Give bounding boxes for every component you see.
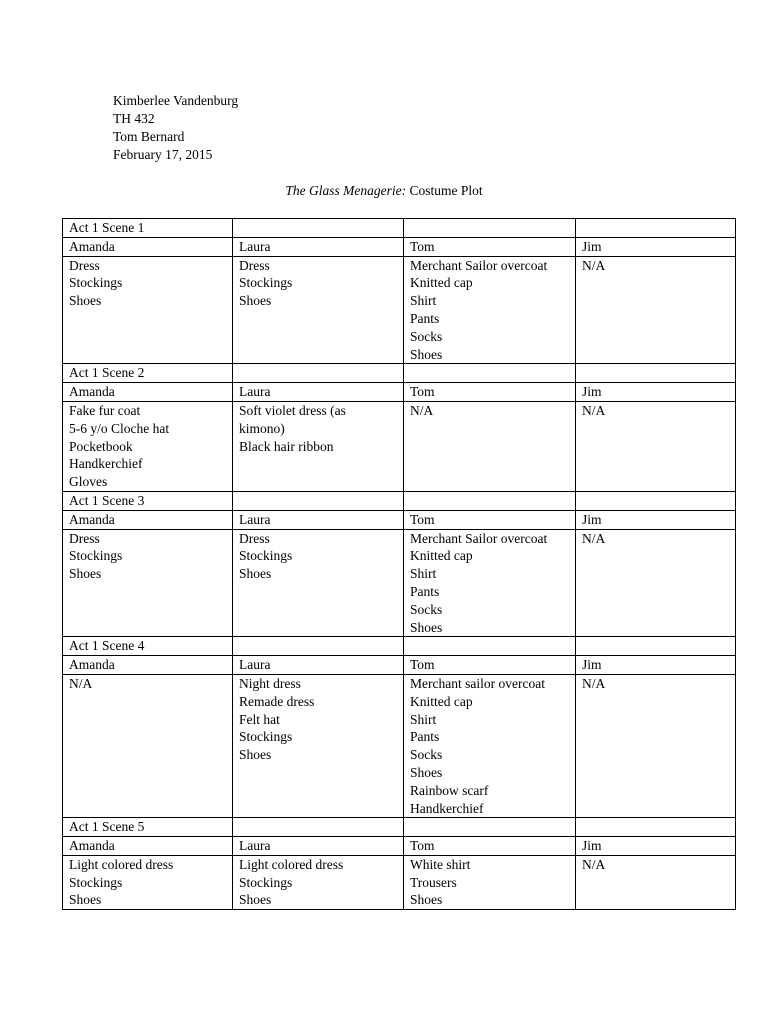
scene-name: Act 1 Scene 2 bbox=[63, 364, 233, 383]
character-name: Laura bbox=[233, 656, 404, 675]
scene-name: Act 1 Scene 3 bbox=[63, 491, 233, 510]
costume-item: Dress bbox=[69, 530, 100, 546]
character-name: Laura bbox=[233, 837, 404, 856]
costume-item: Socks bbox=[410, 601, 443, 617]
costume-item: Shirt bbox=[410, 711, 437, 727]
blank-line bbox=[69, 583, 226, 601]
costume-item: Shoes bbox=[69, 566, 102, 582]
costume-item: Shoes bbox=[410, 892, 443, 908]
empty-cell bbox=[404, 637, 576, 656]
costume-row bbox=[63, 855, 736, 909]
costume-item: Knitted cap bbox=[410, 275, 473, 291]
costume-cell bbox=[233, 401, 404, 491]
costume-item: Shoes bbox=[69, 293, 102, 309]
costume-item: Shoes bbox=[239, 566, 272, 582]
character-name: Tom bbox=[404, 510, 576, 529]
costume-item: Pocketbook bbox=[69, 438, 133, 454]
costume-item: N/A bbox=[582, 675, 606, 691]
costume-cell bbox=[576, 674, 736, 817]
costume-item: Stockings bbox=[69, 874, 123, 890]
costume-cell bbox=[233, 855, 404, 909]
costume-item: Shoes bbox=[410, 619, 443, 635]
costume-item: Shoes bbox=[239, 747, 272, 763]
costume-item: Pants bbox=[410, 583, 440, 599]
costume-plot-table bbox=[62, 218, 736, 910]
costume-item: N/A bbox=[582, 856, 606, 872]
costume-item: Light colored dress bbox=[239, 856, 344, 872]
costume-item: Trousers bbox=[410, 874, 457, 890]
costume-item: Shirt bbox=[410, 293, 437, 309]
costume-item: Socks bbox=[410, 328, 443, 344]
costume-item: Stockings bbox=[69, 548, 123, 564]
costume-item: Rainbow scarf bbox=[410, 782, 489, 798]
costume-row bbox=[63, 674, 736, 817]
character-name: Jim bbox=[576, 383, 736, 402]
costume-cell bbox=[63, 529, 233, 637]
costume-item: Merchant Sailor overcoat bbox=[410, 257, 548, 273]
costume-row bbox=[63, 256, 736, 364]
costume-cell bbox=[404, 529, 576, 637]
character-name: Tom bbox=[404, 656, 576, 675]
scene-name: Act 1 Scene 4 bbox=[63, 637, 233, 656]
costume-item: Felt hat bbox=[239, 711, 280, 727]
character-name: Laura bbox=[233, 383, 404, 402]
costume-item: kimono) bbox=[239, 420, 285, 436]
scene-header-row bbox=[63, 491, 736, 510]
costume-row bbox=[63, 401, 736, 491]
costume-item: Remade dress bbox=[239, 693, 315, 709]
empty-cell bbox=[233, 637, 404, 656]
costume-cell bbox=[576, 855, 736, 909]
empty-cell bbox=[576, 491, 736, 510]
costume-item: Dress bbox=[239, 530, 270, 546]
empty-cell bbox=[576, 364, 736, 383]
author-name: Kimberlee Vandenburg bbox=[113, 93, 239, 108]
character-name: Tom bbox=[404, 383, 576, 402]
character-name: Amanda bbox=[63, 510, 233, 529]
costume-item: N/A bbox=[582, 402, 606, 418]
costume-cell bbox=[63, 674, 233, 817]
costume-item: Shoes bbox=[239, 892, 272, 908]
empty-cell bbox=[233, 818, 404, 837]
costume-item: Shirt bbox=[410, 566, 437, 582]
costume-item: 5-6 y/o Cloche hat bbox=[69, 420, 170, 436]
character-name: Laura bbox=[233, 237, 404, 256]
character-row bbox=[63, 510, 736, 529]
costume-cell bbox=[404, 401, 576, 491]
costume-item: Stockings bbox=[239, 548, 293, 564]
character-name: Jim bbox=[576, 837, 736, 856]
character-name: Laura bbox=[233, 510, 404, 529]
character-name: Tom bbox=[404, 237, 576, 256]
character-name: Amanda bbox=[63, 237, 233, 256]
costume-item: Shoes bbox=[239, 293, 272, 309]
costume-item: Knitted cap bbox=[410, 548, 473, 564]
document-date: February 17, 2015 bbox=[113, 147, 213, 162]
costume-cell bbox=[404, 256, 576, 364]
character-name: Jim bbox=[576, 237, 736, 256]
document-header bbox=[113, 92, 238, 164]
costume-item: Light colored dress bbox=[69, 856, 174, 872]
costume-item: White shirt bbox=[410, 856, 471, 872]
character-row bbox=[63, 383, 736, 402]
costume-item: Black hair ribbon bbox=[239, 438, 334, 454]
costume-item: Shoes bbox=[69, 892, 102, 908]
character-name: Jim bbox=[576, 510, 736, 529]
course-code: TH 432 bbox=[113, 111, 155, 126]
character-row bbox=[63, 237, 736, 256]
costume-cell bbox=[233, 529, 404, 637]
costume-item: Dress bbox=[69, 257, 100, 273]
scene-header-row bbox=[63, 818, 736, 837]
costume-item: Stockings bbox=[239, 874, 293, 890]
costume-item: Shoes bbox=[410, 764, 443, 780]
empty-cell bbox=[576, 219, 736, 238]
costume-item: Pants bbox=[410, 729, 440, 745]
character-name: Amanda bbox=[63, 656, 233, 675]
character-name: Amanda bbox=[63, 837, 233, 856]
costume-item: Stockings bbox=[239, 729, 293, 745]
costume-item: Shoes bbox=[410, 346, 443, 362]
costume-cell bbox=[404, 674, 576, 817]
character-name: Amanda bbox=[63, 383, 233, 402]
costume-cell bbox=[576, 256, 736, 364]
costume-item: Stockings bbox=[69, 275, 123, 291]
document-title bbox=[0, 182, 768, 200]
costume-cell bbox=[576, 529, 736, 637]
empty-cell bbox=[233, 364, 404, 383]
scene-name: Act 1 Scene 5 bbox=[63, 818, 233, 837]
character-name: Jim bbox=[576, 656, 736, 675]
costume-item: Stockings bbox=[239, 275, 293, 291]
title-suffix: Costume Plot bbox=[406, 183, 483, 198]
costume-item: N/A bbox=[582, 530, 606, 546]
costume-cell bbox=[404, 855, 576, 909]
costume-item: Pants bbox=[410, 310, 440, 326]
costume-cell bbox=[233, 256, 404, 364]
empty-cell bbox=[404, 491, 576, 510]
costume-item: Handkerchief bbox=[410, 800, 484, 816]
costume-item: N/A bbox=[582, 257, 606, 273]
empty-cell bbox=[233, 219, 404, 238]
empty-cell bbox=[404, 818, 576, 837]
costume-cell bbox=[63, 855, 233, 909]
play-title: The Glass Menagerie: bbox=[285, 183, 407, 198]
costume-cell bbox=[63, 256, 233, 364]
costume-item: Dress bbox=[239, 257, 270, 273]
costume-row bbox=[63, 529, 736, 637]
costume-item: Soft violet dress (as bbox=[239, 402, 346, 418]
scene-header-row bbox=[63, 637, 736, 656]
costume-item: Handkerchief bbox=[69, 456, 143, 472]
empty-cell bbox=[404, 364, 576, 383]
character-row bbox=[63, 837, 736, 856]
costume-cell bbox=[576, 401, 736, 491]
character-row bbox=[63, 656, 736, 675]
costume-cell bbox=[63, 401, 233, 491]
scene-name: Act 1 Scene 1 bbox=[63, 219, 233, 238]
costume-item: Night dress bbox=[239, 675, 301, 691]
costume-item: N/A bbox=[410, 402, 434, 418]
costume-item: Merchant Sailor overcoat bbox=[410, 530, 548, 546]
empty-cell bbox=[404, 219, 576, 238]
empty-cell bbox=[233, 491, 404, 510]
scene-header-row bbox=[63, 364, 736, 383]
costume-item: Merchant sailor overcoat bbox=[410, 675, 545, 691]
costume-item: N/A bbox=[69, 675, 93, 691]
costume-cell bbox=[233, 674, 404, 817]
costume-item: Fake fur coat bbox=[69, 402, 141, 418]
character-name: Tom bbox=[404, 837, 576, 856]
costume-item: Socks bbox=[410, 747, 443, 763]
instructor-name: Tom Bernard bbox=[113, 129, 185, 144]
empty-cell bbox=[576, 818, 736, 837]
scene-header-row bbox=[63, 219, 736, 238]
costume-item: Gloves bbox=[69, 474, 108, 490]
costume-item: Knitted cap bbox=[410, 693, 473, 709]
empty-cell bbox=[576, 637, 736, 656]
